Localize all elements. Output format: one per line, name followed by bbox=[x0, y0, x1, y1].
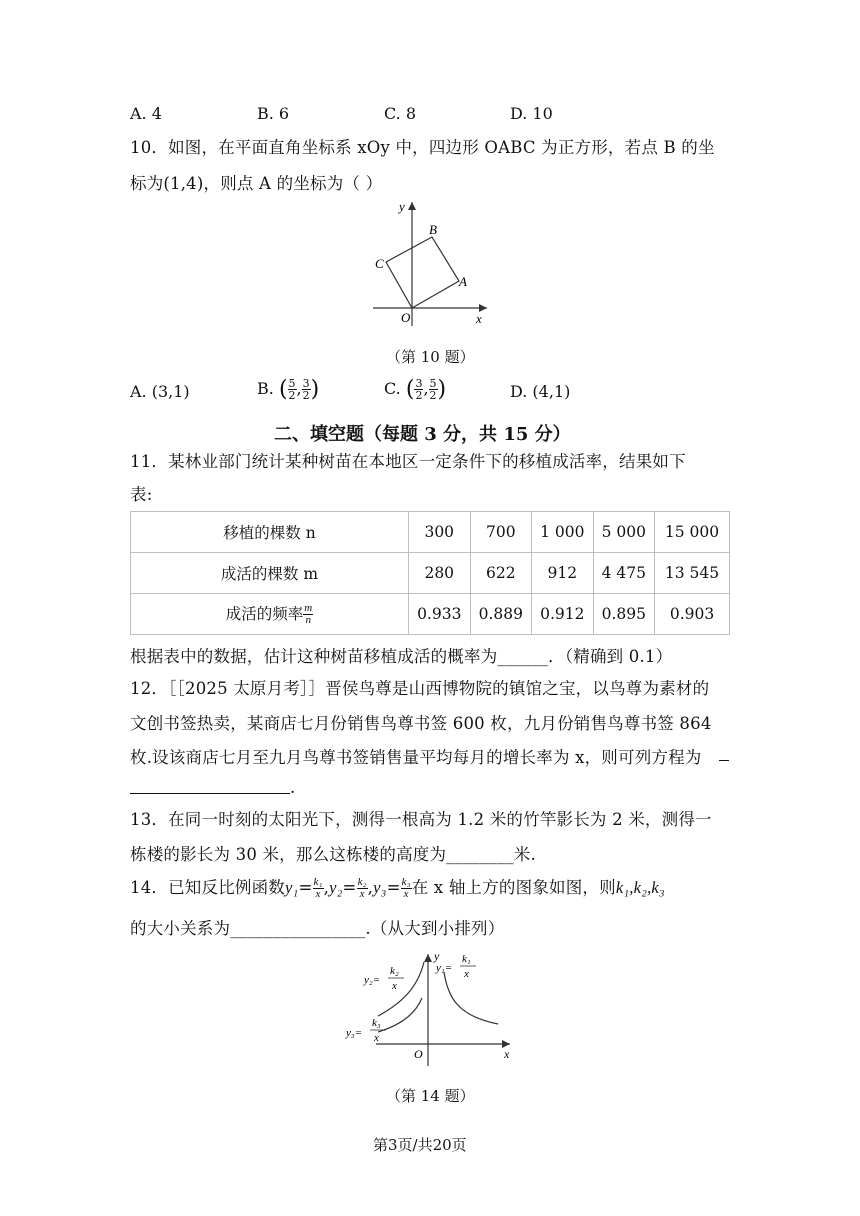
q11-line1: 11．某林业部门统计某种树苗在本地区一定条件下的移植成活率，结果如下 bbox=[130, 452, 686, 471]
fraction bbox=[302, 378, 311, 401]
fraction bbox=[313, 877, 324, 900]
q14-y2-label: y₂= bbox=[364, 974, 381, 986]
k-list: k₁,k₂,k₃ bbox=[615, 878, 665, 897]
table-cell: 0.933 bbox=[409, 594, 471, 635]
table-cell: 5 000 bbox=[593, 512, 655, 553]
q14-y1-label: y₁= bbox=[436, 962, 453, 974]
q10-figure bbox=[365, 196, 495, 332]
den: 2 bbox=[415, 389, 423, 402]
survival-table bbox=[130, 511, 730, 635]
fraction bbox=[401, 877, 412, 900]
q9-option-c: C. 8 bbox=[384, 104, 417, 123]
q14-line1: 14．已知反比例函数y₁= $\frac{\text{k₁}}{x}$ ,y₂= $\frac{\text{k₂}}{x}$ ,y₃= $\frac{\text{k₃}}{x}$ 在 x 轴上方的图象如图，则k₁,k₂,k₃ bbox=[130, 876, 665, 900]
num: 5 bbox=[429, 377, 437, 390]
q14-den-label: x bbox=[464, 968, 469, 980]
paren: ) bbox=[310, 377, 320, 402]
q14-k1-label: k₁ bbox=[462, 953, 471, 965]
table-cell: 912 bbox=[532, 553, 594, 594]
num: 3 bbox=[415, 377, 423, 390]
table-cell: 1 000 bbox=[532, 512, 594, 553]
den: n bbox=[305, 614, 311, 627]
q14-y-axis-label: y bbox=[434, 950, 440, 963]
q14-figure bbox=[338, 950, 518, 1072]
page-footer: 第3页/共20页 bbox=[373, 1136, 467, 1154]
q10-x-label: x bbox=[476, 311, 482, 326]
num: 3 bbox=[302, 377, 310, 390]
q14-origin-label: O bbox=[414, 1047, 423, 1061]
section-title: 二、填空题（每题 3 分，共 15 分） bbox=[274, 424, 571, 445]
row-header: 成活的棵数 m bbox=[131, 553, 409, 594]
func-y: y₂ bbox=[329, 878, 343, 897]
q14-x-axis-label: x bbox=[504, 1047, 510, 1061]
q12-line4-end: . bbox=[290, 778, 296, 797]
fraction bbox=[303, 603, 313, 626]
q10-option-a: A. (3,1) bbox=[130, 382, 190, 401]
num: k₁ bbox=[313, 876, 323, 888]
func-y: y₁ bbox=[285, 878, 299, 897]
func-y: y₃ bbox=[373, 878, 387, 897]
row-header: 移植的棵数 n bbox=[131, 512, 409, 553]
den: 2 bbox=[429, 389, 437, 402]
q12-line1: 12．［［2025 太原月考］］晋侯鸟尊是山西博物院的镇馆之宝，以鸟尊为素材的 bbox=[130, 679, 710, 698]
q10-option-c-label: C. bbox=[384, 379, 401, 398]
table-cell: 0.912 bbox=[532, 594, 594, 635]
q10-a-label: A bbox=[459, 274, 467, 289]
row-header-text: 成活的频率 bbox=[225, 604, 304, 623]
q10-o-label: O bbox=[401, 310, 411, 325]
q14-prefix: 14．已知反比例函数 bbox=[130, 878, 285, 897]
q10-option-c: C. ( $\frac{3}{2}$ , $\frac{5}{2}$ ) bbox=[384, 377, 447, 402]
num: k₂ bbox=[357, 876, 367, 888]
table-cell: 15 000 bbox=[655, 512, 730, 553]
table-cell: 0.903 bbox=[655, 594, 730, 635]
q14-caption: （第 14 题） bbox=[386, 1087, 475, 1105]
table-row bbox=[131, 553, 730, 594]
table-cell: 280 bbox=[409, 553, 471, 594]
q13-line1: 13．在同一时刻的太阳光下，测得一根高为 1.2 米的竹竿影长为 2 米，测得一 bbox=[130, 810, 712, 829]
q9-option-b: B. 6 bbox=[257, 104, 290, 123]
paren: ( bbox=[278, 377, 288, 402]
table-cell: 300 bbox=[409, 512, 471, 553]
q10-option-b-label: B. bbox=[257, 379, 274, 398]
q10-b-label: B bbox=[429, 222, 437, 237]
table-cell: 622 bbox=[470, 553, 532, 594]
paren: ( bbox=[405, 377, 415, 402]
q10-y-label: y bbox=[399, 199, 405, 214]
table-cell: 0.889 bbox=[470, 594, 532, 635]
q9-option-a: A. 4 bbox=[130, 104, 162, 123]
table-cell: 4 475 bbox=[593, 553, 655, 594]
paren: ) bbox=[437, 377, 447, 402]
den: 2 bbox=[288, 389, 296, 402]
q10-c-label: C bbox=[375, 256, 384, 271]
num: k₃ bbox=[401, 876, 411, 888]
q12-blank-start bbox=[719, 760, 729, 761]
den: x bbox=[315, 888, 321, 900]
q10-line2: 标为(1,4)，则点 A 的坐标为（ ） bbox=[130, 174, 383, 193]
table-row bbox=[131, 594, 730, 635]
table-row bbox=[131, 512, 730, 553]
q12-line3: 枚.设该商店七月至九月鸟尊书签销售量平均每月的增长率为 x，则可列方程为 bbox=[130, 748, 702, 767]
q9-option-d: D. 10 bbox=[510, 104, 553, 123]
den: x bbox=[359, 888, 365, 900]
q10-option-d: D. (4,1) bbox=[510, 382, 571, 401]
q14-k3-label: k₃ bbox=[372, 1017, 381, 1029]
table-cell: 0.895 bbox=[593, 594, 655, 635]
q14-k2-label: k₂ bbox=[390, 965, 399, 977]
fraction bbox=[288, 378, 297, 401]
q10-caption: （第 10 题） bbox=[386, 348, 475, 366]
q14-y3-label: y₃= bbox=[346, 1027, 363, 1039]
q14-den-label: x bbox=[392, 980, 397, 992]
q14-suffix: 在 x 轴上方的图象如图，则 bbox=[411, 878, 616, 897]
num: m bbox=[304, 602, 313, 615]
table-cell: 13 545 bbox=[655, 553, 730, 594]
den: 2 bbox=[302, 389, 310, 402]
q12-answer-blank bbox=[130, 793, 290, 794]
q11-answer-line: 根据表中的数据，估计这种树苗移植成活的概率为______．（精确到 0.1） bbox=[130, 647, 673, 666]
table-cell: 700 bbox=[470, 512, 532, 553]
q12-line2: 文创书签热卖，某商店七月份销售鸟尊书签 600 枚，九月份销售鸟尊书签 864 bbox=[130, 714, 712, 733]
q10-option-b: B. ( $\frac{5}{2}$ , $\frac{3}{2}$ ) bbox=[257, 377, 320, 402]
fraction bbox=[414, 378, 423, 401]
q13-line2: 栋楼的影长为 30 米，那么这栋楼的高度为________米. bbox=[130, 845, 536, 864]
q14-line2: 的大小关系为________________.（从大到小排列） bbox=[130, 919, 505, 938]
num: 5 bbox=[288, 377, 296, 390]
fraction bbox=[429, 378, 438, 401]
fraction bbox=[357, 877, 368, 900]
row-header bbox=[131, 594, 409, 635]
q10-line1: 10．如图，在平面直角坐标系 xOy 中，四边形 OABC 为正方形，若点 B 的坐 bbox=[130, 138, 715, 157]
q11-line2: 表: bbox=[130, 485, 153, 504]
q14-den-label: x bbox=[374, 1032, 379, 1044]
den: x bbox=[403, 888, 409, 900]
